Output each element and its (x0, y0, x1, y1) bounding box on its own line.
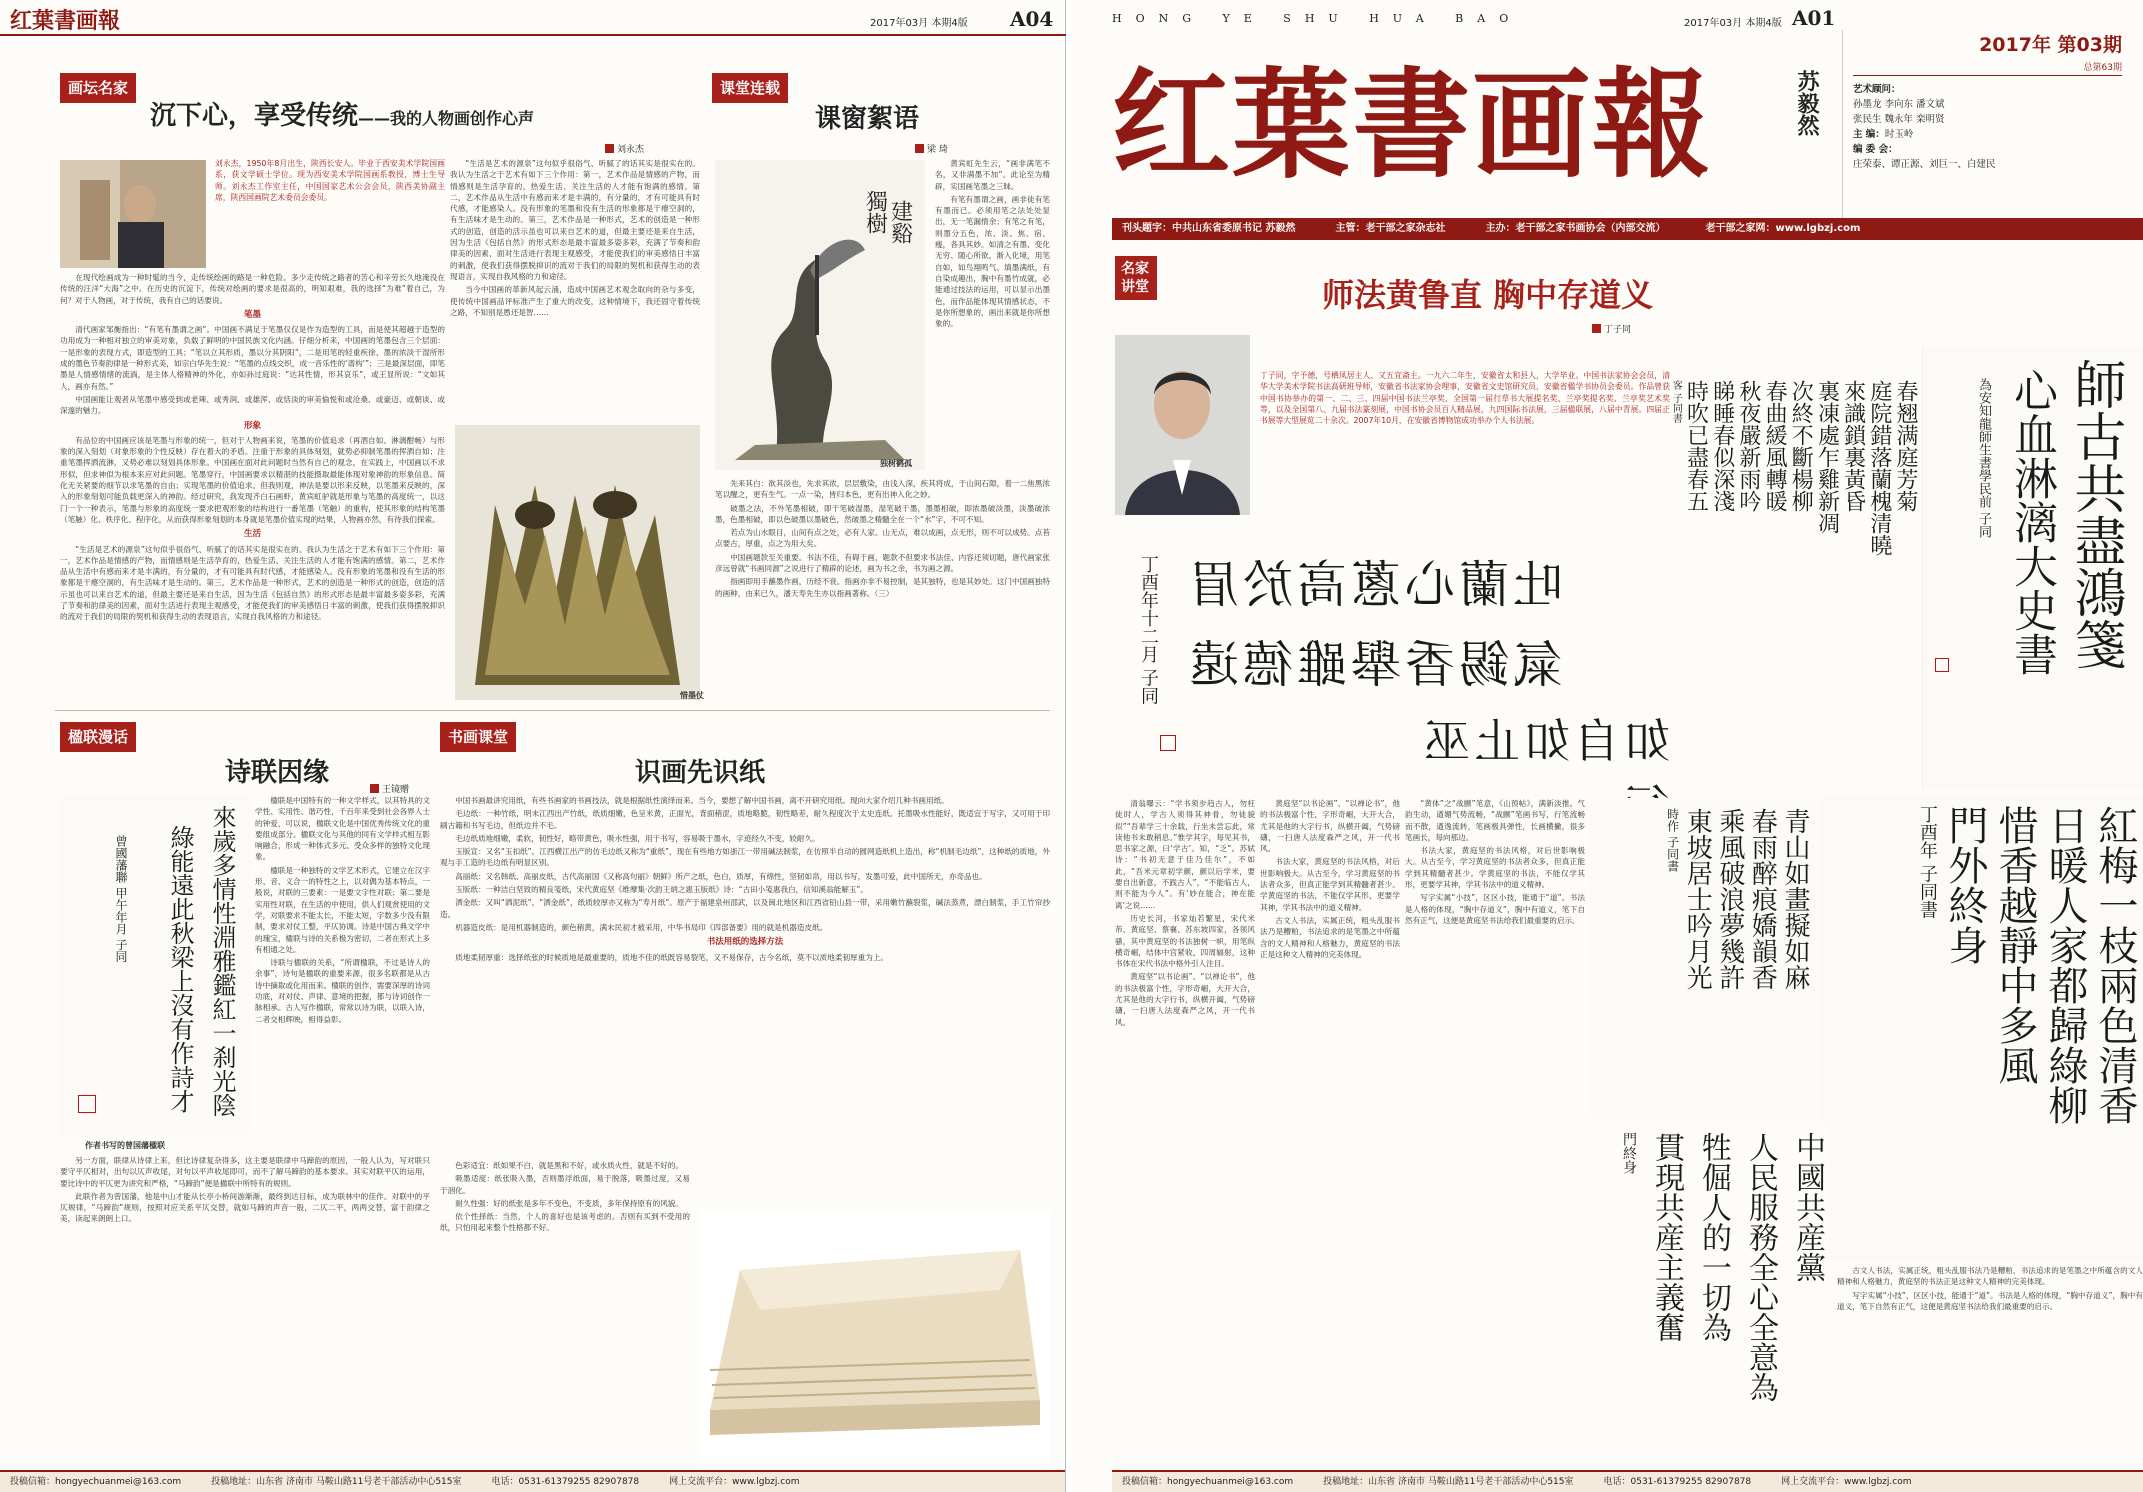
author-photo (60, 160, 206, 268)
calligraphy-column: 乘風破浪夢幾許 (1714, 808, 1745, 990)
byline: 刘永杰 (605, 142, 644, 155)
editor-line: 主 编：时玉岭 (1853, 129, 1914, 140)
couplets-body-1: 楹联是中国特有的一种文学样式，以其特具的文学性、实用性、谐巧性，千百年来受到社会各界人士的钟爱，可以说，楹联文化是中国优秀传统文化的重要组成部分。楹联文化与其他的同有文学样式相互影响融合，形成一种体式多元、受众多样的独特文化现象。 楹联是一种独特的文学艺术形式，它建立在汉字形、音、义合一的特性之上，以对偶为基本特点，一般说，对联的三要素：一是要文字性对联；第二要是实用性对联，在生活的中使用，供人们观赏使用的文学，对联要求不能太长，不能太短，字数多少没有限制，要求对仗工整，平仄协调。诗是中国古典文学中的瑰宝，楹联与诗的关系极为密切，二者在形式上多有相通之处。 诗联与楹联的关系，“所谓楹联，不过是诗人的余事”，诗句是楹联的重要来源，很多名联都是从古诗中摘取或化用而来。楹联的创作，需要深厚的诗词功底，对对仗、声律、意境的把握，都与诗词创作一脉相承。古人写作楹联，常常以诗为联，以联入诗，二者交相辉映，相得益彰。 (255, 796, 430, 1024)
paper-stack-image (700, 1210, 1050, 1465)
calligraphy-column: 中國共産黨 (1790, 1132, 1825, 1282)
advisors-label: 艺术顾问： (1853, 84, 1901, 95)
calligraphy-slogan (1590, 1122, 1830, 1467)
article-body-col1: 在现代绘画成为一种时髦的当今，走传统绘画的路是一种危险。多少走传统之路者的苦心和辛劳长久地淹没在传统的汪洋“大海”之中。在历史的沉淀下，传统对绘画的要求是很高的，明知艰难，我的选择“为难”着自己，为何？对于人物画，对于传统，我有自己的话要说。 笔墨 清代画家邹衡指出：“有笔有墨谓之画”。中国画不满足于笔墨仅仅是作为造型的工具，而是使其超越于造型的功用成为一种相对独立的审美对象，负载了鲜明的中国民族文化内涵。仔细分析来，中国画的笔墨包含三个层面：一是形象的表现方式，即造型的工具；“笔以立其形质，墨以分其阴阳”，二是用笔的轻重疾徐、墨的浓淡干湿所形成的墨色节奏韵律是一种形式美，如宗白华先生说：“笔墨的点线交织，成一音乐性的‘谱构’”；三是最深层面，即笔墨是人情感情绪的流淌，是主体人格精神的外化，亦如孙过庭说：“达其性情，形其哀乐”，或王显所说：“文如其人，画亦有然。” 中国画能让观者从笔墨中感受到或老辣、或秀润、或雄浑、或恬淡的审美愉悦和或沧桑、或豪迈、或朝谈、或深邃的魅力。 形象 有品位的中国画应该是笔墨与形象的统一，但对于人物画来说，笔墨的价值追求（再酒自如、淋漓酣畅）与形象的深入刻划（对象形象的个性反映）存在着大的矛盾。注重于形象的具体刻划，就势必抑制笔墨的挥洒自如；注重笔墨挥洒流淋，又势必难以刻划具体形象。中国画在面对此问题时当然有自己的观念，在实践上，中国画以不求形似，但求神似为根本来应对此问题。笔墨穿行，中国画要求以精湛的技能摄取最能体现对象神韵的形象信息。简化无关紧要的细节以求笔墨的自由；实现笔墨的价值追求。但我则观，神法是要以形来反映，以笔墨来反映的，深入的形象刻划可能负载更深入的神韵。经过研究，我发现齐白石画虾，黄宾虹驴就是形象与笔墨的高度统一，以这门一个一种表示，笔墨与形象的高度统一要求把观形象的结构进行一番笔墨（笔触）的重构，使其形象的结构笔墨（笔触）化、秩序化、程序化，从而获得形象刻划的本身就是笔墨价值实现的结果，人物画亦然，有待我们探索。 生活 “生活是艺术的源泉”这句似乎很俗气、听腻了的话其实是很实在的。我认为生活之于艺术有如下三个作用：第一，艺术作品是情感的产物，而情感则是生活孕育的，热爱生活、关注生活的人才能有饱满的感情。第二，艺术作品从生活中有感而来才是丰满的，有分量的，才有可能具有时代感，才能感染人。没有形象的笔墨和没有生活的形象都是干瘪空洞的，有生活味才是生动的。第三，艺术作品是一种形式，艺术的创造是一种形式的创造，创造的活示虽也可以来自艺术的道，但最主要还是来自生活，因为生活《包括自然》的形式形态是最丰富最多姿多彩，充满了节奏和韵律美的因素，面对生活进行表现主观感受，才能使我们的审美感悟日丰富的刺激，使我们获得摆脱抑识的流对于我们的局限的契机和获得生动的表现语言，实现自我风格的力和途径。 (60, 273, 445, 622)
author-bio: 刘永杰，1950年8月出生，陕西长安人。毕业于西安美术学院国画系，获文学硕士学位。现为西安美术学院国画系教授，博士生导师。刘永杰工作室主任，中国国家艺术公会会员，陕西美协副主席，陕西国画院艺术委员会委员。 (215, 159, 445, 202)
section-tag-class: 课堂连载 (712, 73, 788, 103)
lecture-col-3: “黄体”之“战颤”笔意，《山预帖》，满新淡推。气韵生动，遒媚气势流畅，“战颤”笔画书写，行笔流畅而不散，遒逸流转，笔画极具弹性，长画横撇，很多笔画长，每向那边。 书法大家，黄庭坚的书法风格，对后世影响极大。从古至今，学习黄庭坚的书法者众多，但真正能学到其精髓者甚少。学黄庭坚的书法，不能仅学其形，更要学其神，学其书法中的道义精神。 写字实属“小技”，区区小技，能通于“道”。书法是人格的体现，“胸中存道义”，胸中有道义，笔下自然有正气，这便是黄庭坚书法给我们最重要的启示。 (1405, 799, 1585, 925)
calligraphy-column: 春翘满庭芳菊 (1893, 380, 1918, 512)
section-divider (55, 710, 1050, 711)
calligraphy-column: 時吹已盡春五 (1683, 380, 1709, 512)
calligraphy-column: 貫現共産主義奮 (1649, 1132, 1684, 1342)
masthead: 红葉書画報 (1112, 55, 1713, 194)
svg-text:建谿: 建谿 (887, 200, 913, 244)
byline-2: 梁 琦 (915, 142, 948, 155)
section-tag-couplets: 楹联漫话 (60, 722, 136, 752)
issue-number: 2017年 第03期 (1979, 34, 2122, 56)
calligraphy-column: 裏凍處乍雞新凋 (1814, 380, 1840, 534)
board-members: 庄荣泰、谭正源、刘巨一、白建民 (1853, 159, 1996, 170)
page-a01 (1072, 0, 2143, 1492)
masthead-small: 红葉書画報 (10, 8, 121, 34)
pinyin-line: HONG YE SHU HUA BAO (1112, 12, 1523, 25)
calligraphy-column: 人民服務全心全意為 (1743, 1132, 1778, 1402)
paper-body-2: 色彩适宜：纸如果不白，就是黑和不好，或水质火性，就是不好的。 吸墨适度：纸张吸入墨，否则墨浮纸面，易于脱落，吸墨过度，又易于洇化。 耐久性强：好的纸张是多年不变色，不变质，多年保持原有的风貌。 依个性择纸：当然，个人的喜好也是该考虑的。否则有买到不受用的纸，只怕用起来整个性格都不好。 (440, 1161, 690, 1233)
page-a04 (0, 0, 1066, 1492)
advisors-1: 孙墨龙 李向东 潘文斌 (1853, 99, 1945, 110)
footer-r: 投稿信箱：hongyechuanmei@163.com 投稿地址：山东省 济南市 马鞍山路11号老干部活动中心515室 电话：0531-61379255 82907878 网上交流平台：www.lgbzj.com (1112, 1470, 2143, 1492)
calligraphy-column: 東坡居士吟月光 (1682, 808, 1713, 990)
calligraphy-column: 紅梅一枝兩色清香 (2092, 805, 2138, 1125)
masthead-signature: 苏毅然 (1794, 70, 1820, 136)
couplet-calligraphy: 來歲多情性淵雅鑑紅一刹光陰 綠能遠此秋梁上沒有作詩才 曾國藩聯 甲午年月 子同 (60, 795, 250, 1135)
calligraphy-horizontal: 吐蘭心蔥高於眉 氣錫香舉雖德遠 如自如止巫 丁酉年十二月 子同 (1115, 525, 1670, 795)
calligraphy-column: 門終身 (1621, 1132, 1637, 1174)
section-tag-lecture: 名家讲堂 (1115, 256, 1157, 300)
calligraphy-column: 春曲緩風轉暖 (1762, 380, 1788, 512)
page-number: A04 (1010, 7, 1054, 31)
lecture-col-4: 古文人书法，实属正统，粗头乱服书法乃是糟粕，书法追求的是笔墨之中所蕴含的文人精神和人格魅力，黄庭坚的书法正是这种文人精神的完美体现。 写字实属“小技”，区区小技，能通于“道”。书法是人格的体现，“胸中存道义”，胸中有道义，笔下自然有正气，这便是黄庭坚书法给我们最重要的启示。 (1837, 1266, 2143, 1311)
author-bio-r: 丁子同，字予德，号栖凤居主人、又五宜斋主。一九六二年生，安徽省太和县人，大学毕业。中国书法家协会会员，清华大学美术学院书法高研班导师，安徽省书法家协会理事，安徽省文史馆研究员，安徽省楹学书协员会委员。作品曾获中国书协举办的第一、二、三、四届中国书法兰亭奖，全国第一届行草书大展提名奖、兰亭奖提名奖、兰亭奖艺术奖等，以及全国第八、九届书法篆刻展，中国书协会员百人精品展，九四国际书法展，三届楹联展，八届中青展。四届正书展等大型展览二十余次。2007年10月，在安徽省博物馆成功举办个人书法展。 (1260, 371, 1670, 426)
title-main: 沉下心，享受传统 (150, 101, 359, 131)
board-label: 编 委 会： (1853, 144, 1898, 155)
issue-panel (1842, 30, 2142, 220)
calligraphy-column: 次終不斷楊柳 (1788, 380, 1814, 512)
calligraphy-column: 丁酉年 子同書 (1917, 805, 1938, 919)
paper-body: 中国书画最讲究用纸，有些书画家的书画技法，就是根据纸性演绎而来。当今，要想了解中国书画，离不开研究用纸。现向大家介绍几种书画用纸。 毛边纸：一种竹纸，明末江西出产竹纸，纸质细嫩，色呈米黄，正面光，背面稍涩，质地略脆，韧性略差，耐久程度次于太史连纸。托墨吸水性能好，既适宜于写字，又可用于印刷古籍和书写毛边，但纸边并不毛。 毛边纸质地细嫩，柔软，韧性好，略带黄色，吸水性强，用于书写，容易吸于墨水，字迹经久不变，较耐久。 玉版宣：又名“玉扣纸”。江西横江出产的仿毛边纸又称为“重纸”，现在有些地方如浙江一带用碱法制浆，在仿照半自动的圆网造纸机上造出，称“机制毛边纸”，这种纸的质地，外观与手工造的毛边纸有明显区别。 高丽纸：又名韩纸、高丽皮纸，古代高丽国《又称高句丽》朝鲜》所产之纸，色白，质厚，有绵性，坚韧如帛，用以书写，发墨可爱，此中国所无，亦奇品也。 玉版纸：一种洁白坚致的精良笺纸，宋代黄庭坚《维摩集·次韵王炳之惠玉版纸》诗：“古田小笺惠我白，信知溪翁能解玉”。 洒金纸：又叫“洒泥纸”、“洒金纸”，纸质较厚亦又称为“寿月纸”。原产于福建泉州邵武，以及闽北地区和江西省铅山县一带，采用嫩竹蘸裂浆，碱法蒸煮，漂白制浆，手工竹帘抄造。 机器造皮纸：是用机器制造的，颜色稍黄，满未民初才被采用，中华书局印《四部备要》用的就是机器造皮纸。 书法用纸的选择方法 质地柔韧厚重：选择纸张的时候质地是最重要的，质地不佳的纸既容易裂笔，又不易保存，古今名纸，莫不以质地柔韧厚重为上。 (440, 796, 1050, 962)
byline-r: 丁子同 (1592, 322, 1631, 335)
calligraphy-column: 庭院錯落蘭槐清曉 (1866, 380, 1892, 556)
calligraphy-column: 睇睡春似深淺 (1709, 380, 1735, 512)
painting-caption: 惜墨仗 (680, 691, 704, 700)
calligraphy-column: 客 子同書 (1670, 380, 1682, 424)
article-title-3: 诗联因缘 (225, 758, 330, 788)
date-meta-r: 2017年03月 本期4版 (1684, 18, 1782, 29)
calligraphy-column: 牲倔人的一切為 (1696, 1132, 1731, 1342)
headline: 师法黄鲁直 胸中存道义 (1322, 276, 1654, 314)
author-portrait (1115, 335, 1250, 515)
calligraphy-column: 門外終身 (1942, 805, 1988, 965)
couplet-caption: 作者书写的曾国藩楹联 (85, 1141, 165, 1150)
calligraphy-column: 春雨醉痕嬌韻香 (1747, 808, 1778, 990)
calligraphy-vertical-1: 師古共盡鴻箋 心血淋漓大史書 為安知龍師生書學民前 子同 (1922, 348, 2143, 788)
calligraphy-column: 青山如畫擬如麻 (1780, 808, 1810, 990)
issue-total: 总第63期 (1853, 60, 2122, 76)
date-meta: 2017年03月 本期4版 (870, 18, 968, 29)
calligraphy-column: 秋夜嚴新雨吟 (1735, 380, 1761, 512)
footer: 投稿信箱：hongyechuanmei@163.com 投稿地址：山东省 济南市 马鞍山路11号老干部活动中心515室 电话：0531-61379255 82907878 网上交流平台：www.lgbzj.com (0, 1470, 1065, 1492)
landscape-caption: 独树鹤孤 (880, 459, 912, 468)
page-header (0, 0, 1066, 36)
calligraphy-column: 來識鎖裏黃昏 (1840, 380, 1866, 512)
article-body-col2: “生活是艺术的源泉”这句似乎很俗气、听腻了的话其实是很实在的。我认为生活之于艺术有如下三个作用：第一，艺术作品是情感的产物，而情感则是生活孕育的，热爱生活、关注生活的人才能有饱满的感情。第二，艺术作品从生活中有感而来才是丰满的，有分量的，才有可能具有时代感，才能感染人。没有形象的笔墨和没有生活的形象都是干瘪空洞的，有生活味才是生动的。第三，艺术作品是一种形式，艺术的创造是一种形式的创造，创造的活示虽也可以来自艺术的道，但最主要还是来自生活，因为生活《包括自然》的形式形态是最丰富最多姿多彩，充满了节奏和韵律美的因素，面对生活进行表现主观感受，才能使我们的审美感悟日丰富的刺激，使我们获得摆脱抑识的流对于我们的局限的契机和获得生动的表现语言，实现自我风格的力和途径。 当今中国画的革新风起云涌，造成中国画艺术观念取向的杂与多变，使传统中国画品评标准产生了重大的改变，这种情境下，我还固守着传统之路，不知别是愚还是智…… (450, 159, 700, 317)
info-bar: 刊头题字：中共山东省委原书记 苏毅然 主管：老干部之家杂志社 主办：老干部之家书画协会（内部交流） 老干部之家网：www.lgbzj.com (1112, 218, 2143, 240)
calligraphy-column: 日暖人家都歸綠柳 (2042, 805, 2088, 1125)
class-body-side: 黄宾虹先生云，“画非满笔不名，又非满墨不加”。此论至为精辟，实国画笔墨之三昧。 有笔有墨谓之画，画非徒有笔有墨而已。必须用笔之法处处显出，无一笔漏惰余；有笔之有笔，则墨分五色，浓、淡、焦、宿、瘦，各具其妙。如清之有墨、变化无穷、随心所欲，渐入化境，用笔自如，如鸟翔鸣气、填墨满纸，有自染成趣出，胸中有墨竹成就，必能通过技法的运用，可以显示出墨色，而作品能体现其情感状态，不是你所想象的，画出来就是你所想象的。 (935, 159, 1050, 329)
class-body-bottom: 先来其白：欲其淡也，先求其浓，层层敷染，由浅入深，疾其将成，于山间石隙，着一二焦黑浓笔以醒之，更有生气。一点一染，皆归本色，更有出神入化之妙。 破墨之法，不外笔墨相破，即干笔破湿墨，湿笔破干墨，墨墨相破，即浓墨破淡墨，淡墨破浓墨，色墨相破，即以色破墨以墨破色，然破墨之精髓全在一个“水”字，不可不知。 若点为山水眼目，山间有点之处，必有人家。山无点，难以成画，点无形，则不可以成势。点苔点要古，厚重，点之为用大矣。 中国画题款至关重要。书法不佳，有碍于画，题款不但要求书法佳、内容还须切题，唐代画家张彦远曾就“书画同源”之说进行了精辟的论述，画为书之余，书为画之源。 指画即用手蘸墨作画，历经不衰。指画亦非不易控制，是其独特，也是其妙处。这门中国画独特的画种，由来已久，潘天寿先生亦以指画著称。（三） (715, 479, 1050, 598)
calligraphy-vertical-2 (1590, 798, 1815, 1118)
article-title-2: 课窗絮语 (815, 104, 920, 134)
svg-text:獨樹: 獨樹 (862, 190, 888, 234)
byline-3: 王镜赠 (370, 782, 409, 795)
article-title-4: 识画先识纸 (635, 758, 766, 788)
page-number-r: A01 (1792, 6, 1836, 30)
calligraphy-poem (1670, 370, 1918, 820)
article-title (150, 95, 534, 132)
calligraphy-column: 時作 子同書 (1665, 808, 1680, 872)
calligraphy-vertical-3 (1820, 795, 2143, 1260)
lecture-col-2: 黄庭坚“以书论画”、“以禅论书”，他的书法极富个性，字形奇崛，大开大合，尤其是他的大字行书，纵横开阖，气势磅礴，一扫唐人法度森严之风，开一代书风。 书法大家，黄庭坚的书法风格，对后世影响极大。从古至今，学习黄庭坚的书法者众多，但真正能学到其精髓者甚少。学黄庭坚的书法，不能仅学其形，更要学其神，学其书法中的道义精神。 古文人书法，实属正统，粗头乱服书法乃是糟粕，书法追求的是笔墨之中所蕴含的文人精神和人格魅力，黄庭坚的书法正是这种文人精神的完美体现。 (1260, 799, 1400, 959)
section-tag-lessons: 书画课堂 (440, 722, 516, 752)
painting-image (455, 425, 700, 700)
section-tag-painters: 画坛名家 (60, 73, 136, 103)
landscape-painting (715, 160, 925, 470)
title-sub: ——我的人物画创作心声 (358, 109, 535, 128)
calligraphy-column: 惜香越靜中多風 (1992, 805, 2038, 1085)
couplets-body-2: 另一方面，联律从诗律上来，但比诗律复杂得多，这主要是联律中马蹄韵的原因，一般人认为，写对联只要守平仄相对，出句以仄声收尾，对句以平声收尾即可，而不了解马蹄韵的基本要求。其实对联平仄的运用，要比诗中的平仄更为讲究和严格，“马蹄韵”便是楹联中所特有的规则。 此联作者为曾国藩，他是中山才能从长亭小桥间游渐渐，最终到达目标，成为联林中的佳作。对联中的平仄规律，“马蹄韵”规则，按照对应关系平仄交替，就如马蹄的声音一般，二仄二平，两两交替，富于韵律之美，读起来朗朗上口。 (60, 1156, 430, 1224)
lecture-col-1: 清翁曝云：“学书须步趋古人，勿枉徒时人，学古人须得其神骨，勿徒貌似”“吾辈学三十余载，行坐未尝忘此，常读他书未敢稍息。”惟学其字，每见其书，思书家之源，曰‘学古’。知，“乏”。苏轼诗：“书初无意于佳乃佳尔”，不如此，“吾米元章初学颜，颜以后学米，要要自出新意，不践古人”，“不能临古人，则不能为今人”。有‘妙在能合，神在能离’之说…… 历史长河，书家灿若繁星，宋代米芾、黄庭坚、蔡襄、苏东坡四家，各领风骚，其中黄庭坚的书法独树一帜，用笔纵横奇崛，结体中宫紧收，四周辐射，这种书体在宋代书法中格外引人注目。 黄庭坚“以书论画”、“以禅论书”，他的书法极富个性，字形奇崛，大开大合，尤其是他的大字行书，纵横开阖，气势磅礴，一扫唐人法度森严之风，开一代书风。 (1115, 799, 1255, 1027)
advisors-2: 张民生 魏永年 栾明贤 (1853, 114, 1945, 125)
